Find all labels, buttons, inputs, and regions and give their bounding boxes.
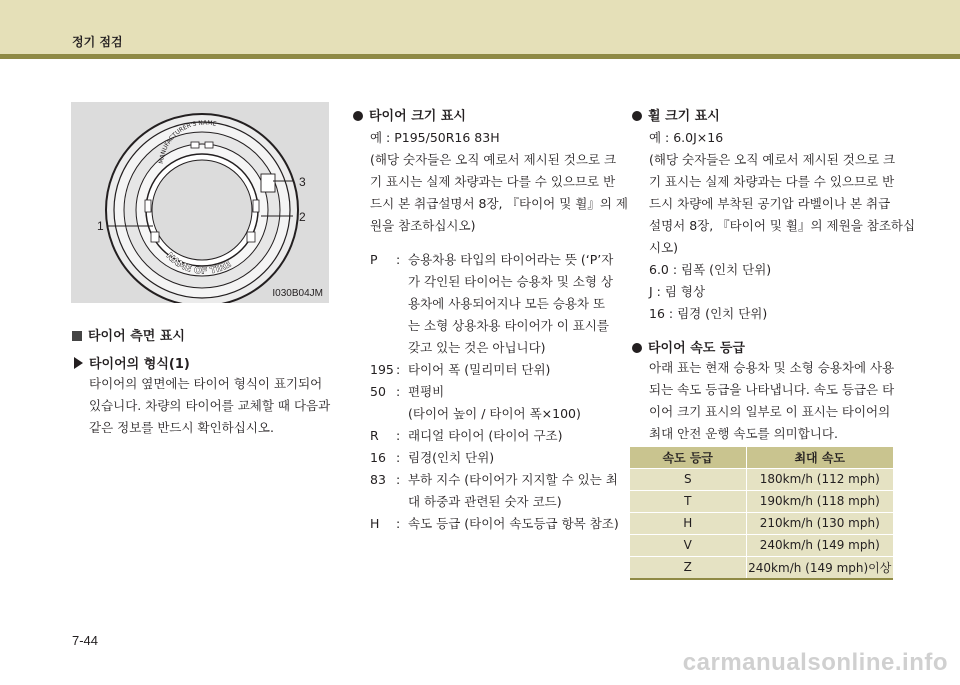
tire-size-example: 예 : P195/50R16 83H (해당 숫자들은 오직 예로서 제시된 것으로 크 기 표시는 실제 차량과는 다를 수 있으므로 반 드시 본 취급설명서 8장, 『타이어 및 휠』의 제 원을 참조하십시오) xyxy=(370,130,628,233)
tire-labels xyxy=(71,102,329,303)
table-cell: 240km/h (149 mph)이상 xyxy=(746,556,893,578)
table-cell: S xyxy=(630,468,746,490)
callout-1: 1 xyxy=(97,219,104,233)
circle-bullet-icon xyxy=(353,111,363,121)
table-cell: T xyxy=(630,490,746,512)
section-title-tire-size: 타이어 크기 표시 xyxy=(353,105,466,124)
table-header-cell: 최대 속도 xyxy=(746,447,893,468)
page-number: 7-44 xyxy=(72,633,99,648)
section-title-speed-rating: 타이어 속도 등급 xyxy=(632,337,745,356)
table-row xyxy=(630,468,893,490)
left-body-text: 타이어의 옆면에는 타이어 형식이 표기되어 있습니다. 차량의 타이어를 교체할 때 다음과 같은 정보를 반드시 확인하십시오. xyxy=(89,376,331,435)
wheel-size-text: 예 : 6.0J×16 (해당 숫자들은 오직 예로서 제시된 것으로 크 기 표시는 실제 차량과는 다를 수 있으므로 반 드시 차량에 부착된 공기압 라벨이나 본 취급 설명서 8장, 『타이어 및 휠』의 제원을 참조하십 시오) 6.0 : 림폭 (인치 단위) J : 림 형상 16 : 림경 (인치 단위) xyxy=(649,130,916,321)
svg-text:NAME OF TIRE xyxy=(164,251,234,277)
table-row xyxy=(630,512,893,534)
tire-text-top: MANUFACTURER'S NAME xyxy=(157,119,218,165)
header-band xyxy=(0,0,960,54)
tire-text-bottom: NAME OF TIRE xyxy=(163,251,234,277)
table-cell: V xyxy=(630,534,746,556)
speed-rating-text: 아래 표는 현재 승용차 및 소형 승용차에 사용 되는 속도 등급을 나타냅니다. 속도 등급은 타 이어 크기 표시의 일부로 이 표시는 타이어의 최대 안전 운행 속도를 의미합니다. xyxy=(649,360,895,441)
header-rule xyxy=(0,54,960,59)
table-bottom-rule xyxy=(630,578,893,580)
figure-caption: I030B04JM xyxy=(272,288,323,299)
tire-sidewall-figure xyxy=(71,102,329,303)
section-title-wheel-size: 휠 크기 표시 xyxy=(632,105,720,124)
table-cell: H xyxy=(630,512,746,534)
square-bullet-icon xyxy=(72,331,82,341)
section-title-sidewall: 타이어 측면 표시 xyxy=(72,325,185,344)
speed-rating-table xyxy=(630,447,893,578)
page-header-title: 정기 점검 xyxy=(72,35,123,49)
table-cell: 190km/h (118 mph) xyxy=(746,490,893,512)
circle-bullet-icon xyxy=(632,343,642,353)
table-cell: 180km/h (112 mph) xyxy=(746,468,893,490)
callout-2: 2 xyxy=(299,210,306,224)
svg-text:MANUFACTURER'S NAME xyxy=(158,120,217,165)
table-row xyxy=(630,556,893,578)
table-header-row xyxy=(630,447,893,468)
table-cell: 210km/h (130 mph) xyxy=(746,512,893,534)
table-cell: Z xyxy=(630,556,746,578)
triangle-bullet-icon xyxy=(74,357,83,369)
table-cell: 240km/h (149 mph) xyxy=(746,534,893,556)
watermark: carmanualsonline.info xyxy=(682,649,948,676)
subsection-title-tire-type: 타이어의 형식(1) xyxy=(74,353,190,372)
table-header-cell: 속도 등급 xyxy=(630,447,746,468)
circle-bullet-icon xyxy=(632,111,642,121)
table-row xyxy=(630,490,893,512)
table-row xyxy=(630,534,893,556)
callout-3: 3 xyxy=(299,175,306,189)
